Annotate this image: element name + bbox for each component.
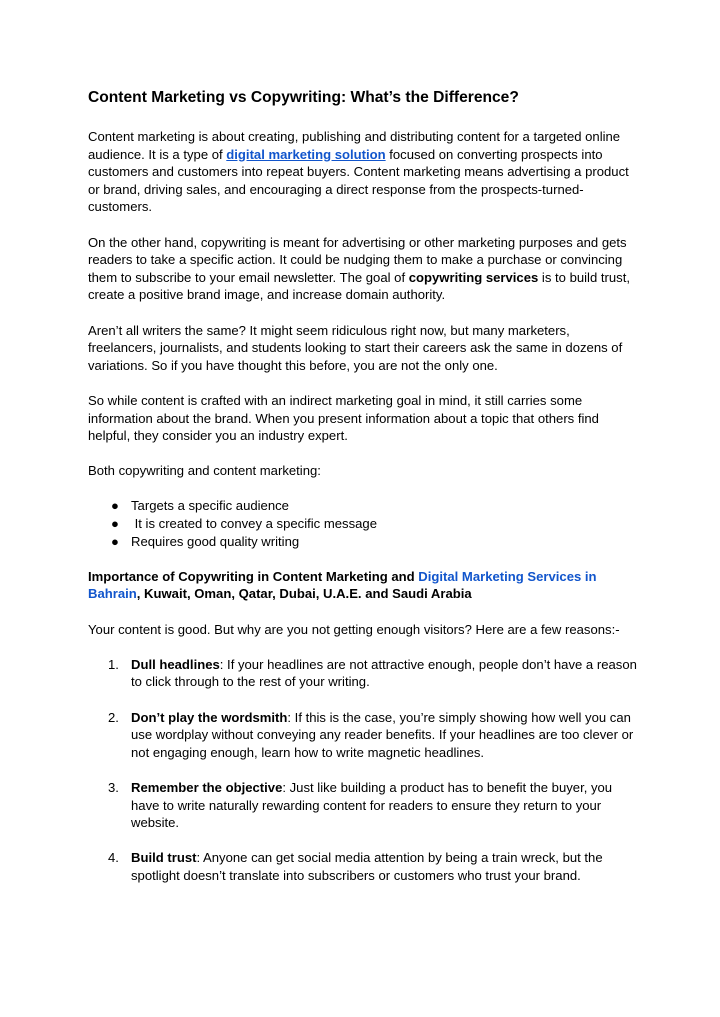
reason-title: Dull headlines <box>131 656 220 672</box>
reason-item <box>88 656 640 691</box>
paragraph-reasons-intro: Your content is good. But why are you not getting enough visitors? Here are a few reasons:- <box>88 621 620 637</box>
p2-text-before: On the other hand, copywriting is meant for advertising or other marketing purposes and gets readers to take a specific action. It could be nudging them to make a purchase or convincing them to subscribe to your email newsletter. The goal of <box>88 234 627 285</box>
copywriting-services-bold: copywriting services <box>408 269 539 285</box>
reason-text: : If your headlines are not attractive enough, people don’t have a reason to click through to the rest of your writing. <box>131 656 637 690</box>
section-heading-importance <box>88 568 640 603</box>
heading2-text-after: , Kuwait, Oman, Qatar, Dubai, U.A.E. and Saudi Arabia <box>136 586 472 602</box>
reason-item <box>88 779 640 832</box>
reason-title: Remember the objective <box>131 779 283 795</box>
reason-text: : Anyone can get social media attention by being a train wreck, but the spotlight doesn’t translate into subscribers or customers who trust your brand. <box>131 850 603 883</box>
heading2-text-before: Importance of Copywriting in Content Marketing and <box>88 568 419 584</box>
bullet-item <box>88 515 640 533</box>
bullet-icon: ● <box>111 516 119 532</box>
reason-title: Don’t play the wordsmith <box>131 709 288 725</box>
p1-text-before: Content marketing is about creating, publishing and distributing content for a targeted online audience. It is a type of <box>88 129 621 162</box>
paragraph-both: Both copywriting and content marketing: <box>88 463 321 479</box>
bullet-icon: ● <box>111 498 119 514</box>
bullet-item <box>88 533 640 551</box>
p1-text-after: focused on converting prospects into customers and customers into repeat buyers. Content marketing means advertising a product or brand, driving sales, and encouraging a direct response from the prospects-turned-customers. <box>88 146 629 215</box>
p2-text-after: is to build trust, create a positive brand image, and increase domain authority. <box>88 269 630 303</box>
digital-marketing-solution-link[interactable]: digital marketing solution <box>226 146 386 162</box>
bullet-text: Requires good quality writing <box>131 533 300 549</box>
document-title: Content Marketing vs Copywriting: What’s the Difference? <box>88 89 519 106</box>
paragraph-content-marketing <box>88 128 640 216</box>
paragraph-indirect-goal: So while content is crafted with an indirect marketing goal in mind, it still carries some information about the brand. When you present information about a topic that others find helpful, they consider you an industry expert. <box>88 392 599 444</box>
reason-number: 3. <box>108 779 119 795</box>
bullet-item <box>88 497 640 515</box>
reason-item <box>88 709 640 762</box>
bullet-text: Targets a specific audience <box>131 498 289 514</box>
reason-number: 1. <box>108 656 119 672</box>
bullet-icon: ● <box>111 533 119 549</box>
reason-number: 2. <box>108 709 119 725</box>
reason-title: Build trust <box>131 850 197 866</box>
paragraph-writers: Aren’t all writers the same? It might seem ridiculous right now, but many marketers, freelancers, journalists, and students looking to start their careers ask the same in dozens of variations. So if you have thought this before, you are not the only one. <box>88 322 623 373</box>
reason-text: : Just like building a product has to benefit the buyer, you have to write naturally rewarding content for readers to ensure they return to your website. <box>131 779 613 831</box>
bullet-list <box>88 497 640 550</box>
reason-item <box>88 849 640 884</box>
bullet-text: It is created to convey a specific message <box>131 516 377 532</box>
reasons-list <box>88 656 640 885</box>
paragraph-copywriting <box>88 234 640 304</box>
digital-marketing-services-link[interactable]: Digital Marketing Services in Bahrain <box>88 568 597 602</box>
reason-number: 4. <box>108 850 119 866</box>
reason-text: : If this is the case, you’re simply showing how well you can use wordplay without conveying any reader benefits. If your headlines are too clever or not engaging enough, learn how to write magnetic headlines. <box>131 709 634 760</box>
